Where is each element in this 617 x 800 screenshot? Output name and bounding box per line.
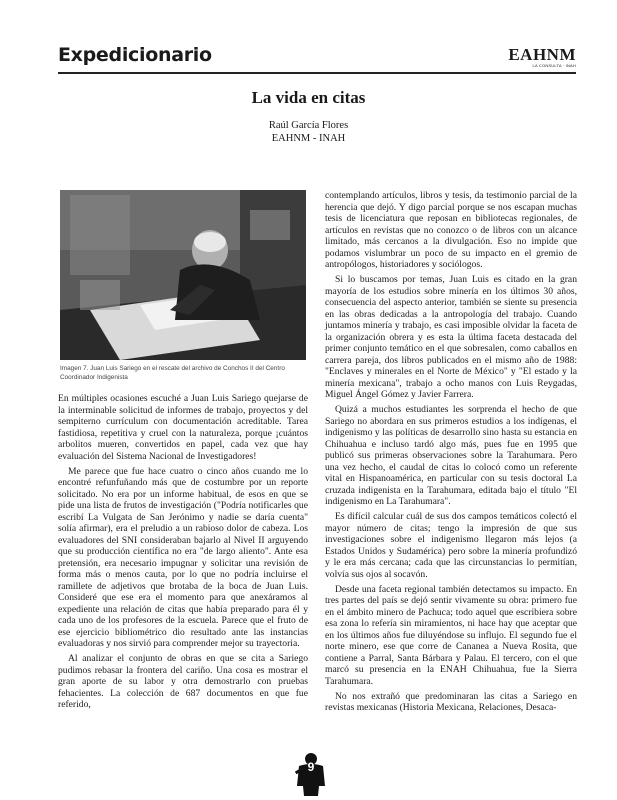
paragraph: Al analizar el conjunto de obras en que se cita a Sariego pudimos rebasar la frontera del cariño. Una cosa es mostrar el gran aporte de su labor y otra demostrarlo con pruebas fehacientes. La colección de 687 documentos en que fue referido, bbox=[58, 653, 308, 710]
paragraph: Me parece que fue hace cuatro o cinco años cuando me lo encontré refunfuñando más que de costumbre por un reporte solicitado. No era por un informe habitual, de esos en que se pide una lista de frutos de investigación ("Podría notificarles que escribí La Vulgata de San Jerónimo y nadie se daría cuenta" solía afirmar), era el preludio a un rabioso dolor de cabeza. Los evaluadores del SNI consideraban bajarlo al Nivel II arguyendo que su producción científica no era "de largo aliento". Ante esa pretensión, era necesario impugnar y solicitar una revisión de forma más o menos cauta, por lo que no podría incluirse el ramillete de adjetivos que brotaba de la boca de Juan Luis. Consideré que ese era el momento para que anexáramos al expediente una relación de citas que había preparado para él y cada uno de los profesores de la escuela. Parece que el fruto de ese ejercicio bibliométrico dio resultado ante las instancias evaluadoras y nos sirvió para comprender mejor su trayectoria. bbox=[58, 465, 308, 649]
author-name: Raúl García Flores bbox=[268, 120, 349, 131]
section-title: Expedicionario bbox=[58, 44, 212, 66]
logo-sub-text: LA CONSULTA · INAH bbox=[532, 63, 576, 68]
miner-figure-icon bbox=[291, 750, 331, 798]
left-column bbox=[58, 393, 308, 714]
article-title: La vida en citas bbox=[251, 88, 366, 107]
photo-caption: Imagen 7. Juan Luis Sariego en el rescate del archivo de Conchos II del Centro Coordinador Indigenista bbox=[60, 365, 285, 381]
paragraph: Si lo buscamos por temas, Juan Luis es citado en la gran mayoría de los estudios sobre minería en los últimos 30 años, consecuencia del aspecto anterior, también se siente su presencia en las obras dedicadas a la antropología del trabajo. Cuando juntamos minería y trabajo, es casi imposible olvidar la faceta de la organización obrera y es esta la última faceta destacada del primer conjunto temático en el que sobresalen, como caballos en carrera pareja, dos libros publicados en el mismo año de 1988: "Enclaves y minerales en el Norte de México" y "El estado y la minería mexicana", trabajo a ocho manos con Luis Reygadas, Miguel Ángel Gómez y Javier Farrera. bbox=[325, 274, 577, 400]
paragraph: Es difícil calcular cuál de sus dos campos temáticos colectó el mayor número de citas; tengo la impresión de que sus investigaciones sobre el indigenismo llegaron más lejos (a Estados Unidos y Sudamérica) pero sobre la minería profundizó y le era más cercana; cada que las circunstancias lo permitían, volvía sus ojos al socavón. bbox=[325, 511, 577, 580]
page-header bbox=[58, 44, 576, 70]
article-photo bbox=[60, 190, 306, 360]
page-number: 9 bbox=[307, 760, 315, 774]
paragraph: En múltiples ocasiones escuché a Juan Luis Sariego quejarse de la interminable solicitud de informes de trabajo, proyectos y del sempiterno currículum con documentación acreditable. Tarea fastidiosa, repetitiva y cruel con la naturaleza, porque ¡cuántos arbolitos mueren, convertidos en papel, cada vez que hay evaluación del Sistema Nacional de Investigadores! bbox=[58, 393, 308, 462]
article-byline bbox=[0, 119, 617, 145]
header-rule bbox=[58, 72, 576, 74]
photo-illustration bbox=[60, 190, 306, 360]
paragraph: contemplando artículos, libros y tesis, da testimonio parcial de la herencia que dejó. Y digo parcial porque se nos escapan muchas tesis de licenciatura que reposan en bibliotecas regionales, de artículos en revistas que no conozco o de libros con un alcance limitado, más cercanos a la divulgación. Eso no impide que podamos vislumbrar un poco de su impacto en el gremio de antropólogos, historiadores y sociólogos. bbox=[325, 190, 577, 270]
paragraph: Desde una faceta regional también detectamos su impacto. En tres partes del país se dejó sentir vivamente su obra: primero fue en el ámbito minero de Pachuca; todo aquel que escribiera sobre esa zona lo refería sin miramientos, ni hace hay que aceptar que en los últimos años fue diluyéndose su influjo. El segundo fue el norte minero, ese que corre de Cananea a Nueva Rosita, que contiene a Parral, Santa Bárbara y Palau. El tercero, con el que marcó su presencia en la ENAH Chihuahua, fue la Sierra Tarahumara. bbox=[325, 583, 577, 687]
paragraph: No nos extrañó que predominaran las citas a Sariego en revistas mexicanas (Historia Mexicana, Relaciones, Desaca- bbox=[325, 690, 577, 713]
author-affiliation: EAHNM - INAH bbox=[271, 133, 346, 144]
right-column bbox=[325, 190, 577, 717]
logo-main-text: EAHNM bbox=[508, 45, 576, 64]
eahnm-logo bbox=[508, 46, 576, 68]
paragraph: Quizá a muchos estudiantes les sorprenda el hecho de que Sariego no abordara en sus primeros estudios a los indígenas, el indigenismo y las políticas de desarrollo sino hasta su estancia en Chihuahua e incluso tardó algo más, pues fue en 1995 que publicó sus primeras observaciones sobre la Tarahumara. Pero una vez hecho, el caudal de citas lo colocó como un referente vital en Hispanoamérica, en particular con su tesis doctoral La cruzada indigenista en la Tarahumara, editada bajo el título "El indigenismo en La Tarahumara". bbox=[325, 404, 577, 507]
page-footer bbox=[291, 750, 331, 798]
